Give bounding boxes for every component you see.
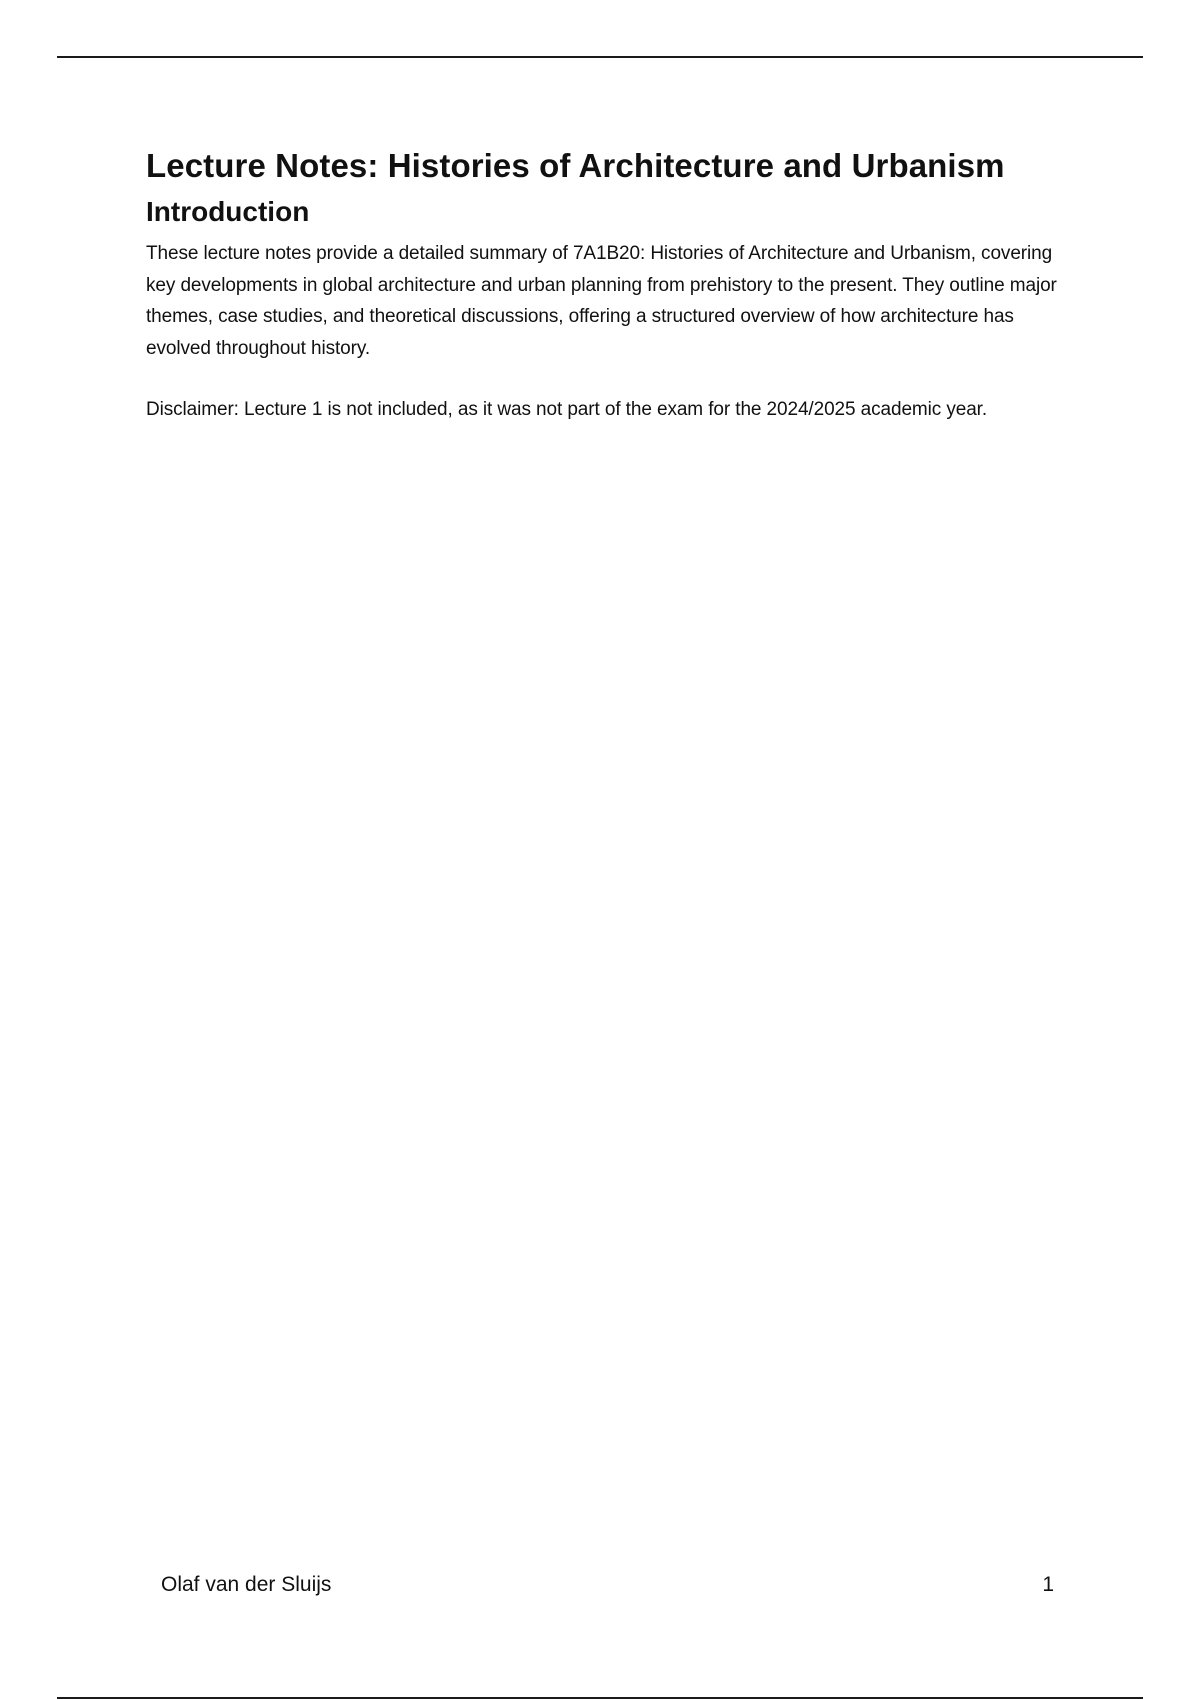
footer-author: Olaf van der Sluijs — [161, 1573, 332, 1596]
page-number: 1 — [1042, 1573, 1054, 1596]
header-rule — [57, 56, 1143, 58]
page-footer — [161, 1570, 1054, 1600]
intro-paragraph: These lecture notes provide a detailed summary of 7A1B20: Histories of Architecture and Urbanism, covering key developments in global architecture and urban planning from prehistory to the present. They outline major themes, case studies, and theoretical discussions, offering a structured overview of how architecture has evolved throughout history. — [146, 243, 1057, 359]
disclaimer-paragraph: Disclaimer: Lecture 1 is not included, as it was not part of the exam for the 2024/2025 academic year. — [146, 399, 988, 420]
document-title: Lecture Notes: Histories of Architecture and Urbanism — [146, 147, 1005, 184]
section-heading: Introduction — [146, 196, 310, 227]
footer-rule — [57, 1697, 1143, 1699]
section-introduction — [146, 192, 1066, 426]
page-content — [146, 144, 1066, 426]
